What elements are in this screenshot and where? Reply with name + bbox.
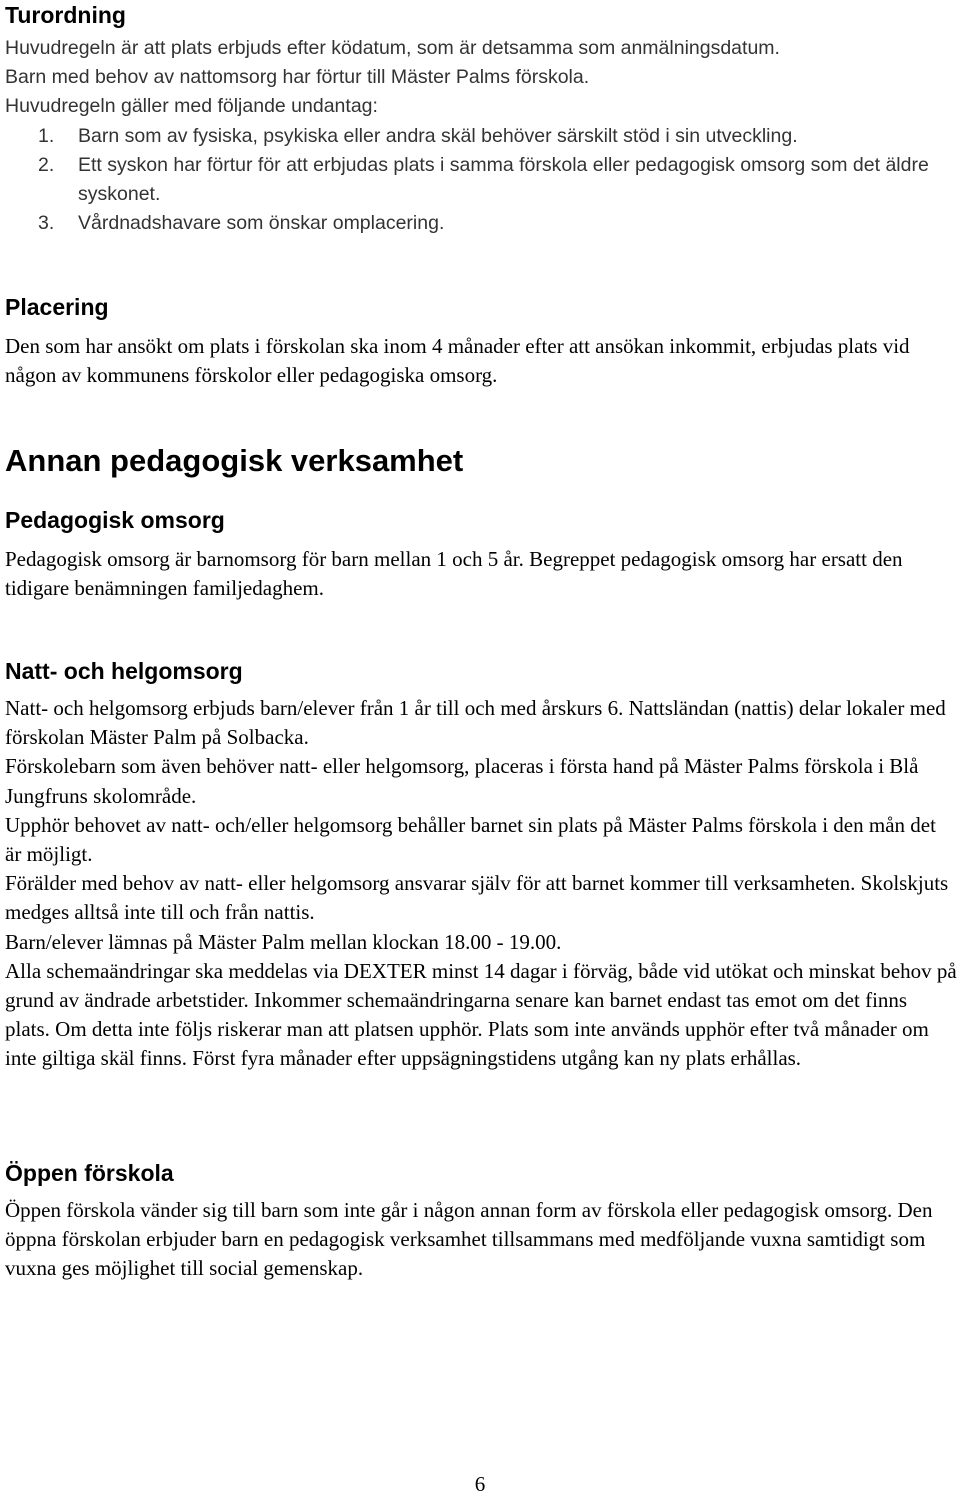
heading-turordning: Turordning: [5, 2, 126, 28]
heading-placering: Placering: [5, 294, 109, 320]
list-number: 1.: [38, 124, 55, 147]
heading-natt: Natt- och helgomsorg: [5, 658, 243, 684]
exceptions-list: [5, 122, 957, 239]
list-number: 2.: [38, 153, 55, 176]
natt-paragraph: Upphör behovet av natt- och/eller helgomsorg behåller barnet sin plats på Mäster Palms förskola i den mån det är möjligt.: [5, 812, 936, 867]
section-oppen: [5, 1158, 957, 1284]
pedagogisk-omsorg-text: Pedagogisk omsorg är barnomsorg för barn mellan 1 och 5 år. Begreppet pedagogisk omsorg har ersatt den tidigare benämningen familjedaghem.: [5, 547, 903, 601]
list-item: [5, 151, 957, 209]
turordning-line: Barn med behov av nattomsorg har förtur till Mäster Palms förskola.: [5, 66, 590, 89]
list-text: Ett syskon har förtur för att erbjudas plats i samma förskola eller pedagogisk omsorg som det äldre syskonet.: [78, 153, 929, 206]
list-text: Barn som av fysiska, psykiska eller andra skäl behöver särskilt stöd i sin utveckling.: [78, 124, 798, 147]
section-placering: [5, 292, 957, 390]
heading-pedagogisk-omsorg: Pedagogisk omsorg: [5, 507, 225, 533]
heading-annan: Annan pedagogisk verksamhet: [5, 443, 464, 478]
placering-text: Den som har ansökt om plats i förskolan ska inom 4 månader efter att ansökan inkommit, erbjudas plats vid någon av kommunens förskolor eller pedagogiska omsorg.: [5, 334, 910, 388]
natt-paragraph: Förskolebarn som även behöver natt- eller helgomsorg, placeras i första hand på Mäster Palms förskola i Blå Jungfruns skolområde.: [5, 754, 919, 808]
list-item: [5, 209, 957, 238]
list-item: [5, 122, 957, 151]
turordning-line: Huvudregeln är att plats erbjuds efter ködatum, som är detsamma som anmälningsdatum.: [5, 37, 780, 59]
list-number: 3.: [38, 212, 55, 235]
natt-paragraph: Förälder med behov av natt- eller helgomsorg ansvarar själv för att barnet kommer till verksamheten. Skolskjuts medges alltså inte till och från nattis.: [5, 871, 949, 925]
section-natt: [5, 656, 957, 1074]
section-turordning: [5, 0, 957, 238]
section-pedagogisk-omsorg: [5, 505, 957, 603]
section-annan: [5, 442, 957, 480]
page-number: 6: [474, 1472, 486, 1496]
turordning-line: Huvudregeln gäller med följande undantag:: [5, 95, 378, 118]
heading-oppen: Öppen förskola: [5, 1160, 174, 1186]
natt-paragraph: Barn/elever lämnas på Mäster Palm mellan klockan 18.00 - 19.00.: [5, 929, 562, 954]
natt-paragraph: Alla schemaändringar ska meddelas via DEXTER minst 14 dagar i förväg, både vid utökat och minskat behov på grund av ändrade arbetstider. Inkommer schemaändringarna senare kan barnet endast tas emot om det finns plats. Om detta inte följs riskerar man att platsen upphör. Plats som inte används upphör efter två månader om inte giltiga skäl finns. Först fyra månader efter uppsägningstidens utgång kan ny plats erhållas.: [5, 958, 957, 1071]
list-text: Vårdnadshavare som önskar omplacering.: [78, 212, 445, 235]
natt-paragraph: Natt- och helgomsorg erbjuds barn/elever från 1 år till och med årskurs 6. Nattsländan (nattis) delar lokaler med förskolan Mäster Palm på Solbacka.: [5, 696, 946, 750]
oppen-text: Öppen förskola vänder sig till barn som inte går i någon annan form av förskola eller pedagogisk omsorg. Den öppna förskolan erbjuder barn en pedagogisk verksamhet tillsammans med medföljande vuxna samtidigt som vuxna ges möjlighet till social gemenskap.: [5, 1198, 933, 1281]
